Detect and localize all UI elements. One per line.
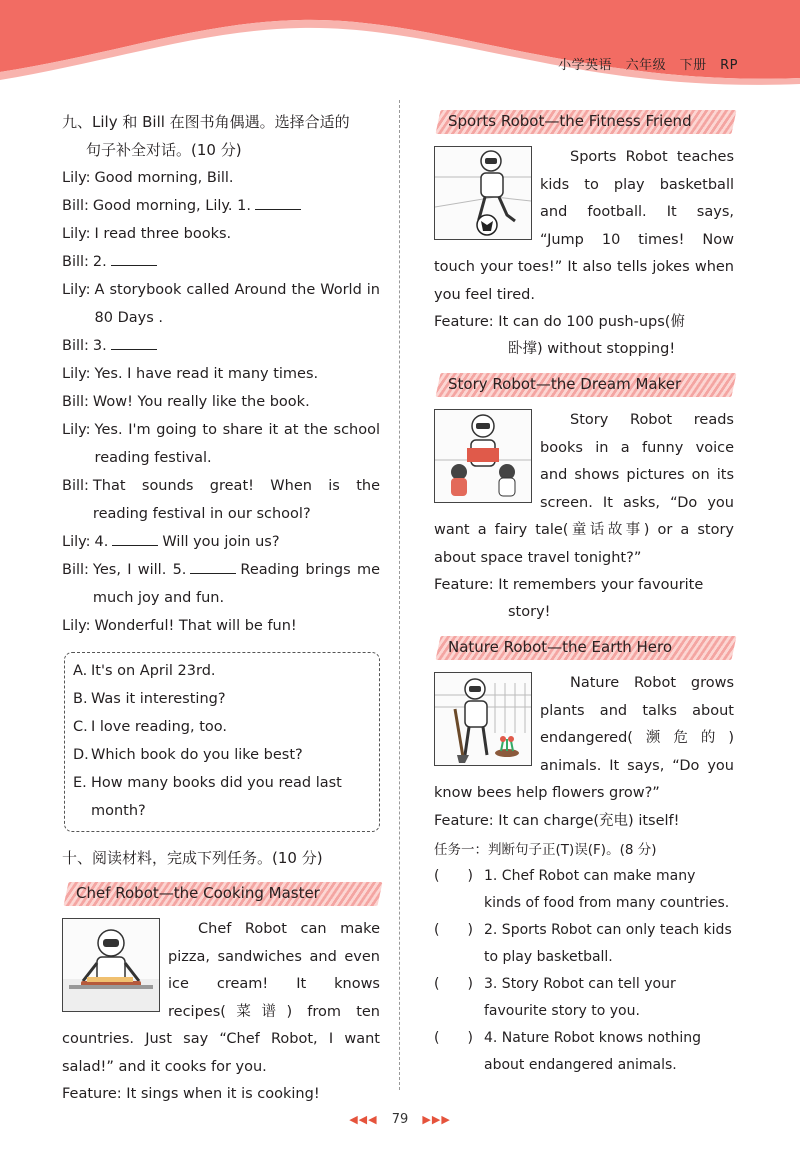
nature-robot-feature: Feature: It can charge(充电) itself! [434,812,680,829]
dialogue-line: Bill: 2. [62,248,380,276]
option-c: C. I love reading, too. [73,719,227,735]
story-robot-illustration [434,409,532,503]
banner-story-robot: Story Robot—the Dream Maker [434,371,734,399]
answer-bracket-3[interactable]: ( ) [434,975,473,992]
tf-item-4: ( ) 4. Nature Robot knows nothing about endangered animals. [434,1025,734,1079]
answer-bracket-1[interactable]: ( ) [434,867,473,884]
dialogue-line: Lily: Wonderful! That will be fun! [62,618,297,634]
option-a: A. It's on April 23rd. [73,663,216,679]
tf-item-3: ( ) 3. Story Robot can tell your favourite story to you. [434,971,734,1025]
answer-blank-2[interactable] [111,251,157,266]
dialogue-line: Bill: 3. [62,332,380,360]
answer-bracket-2[interactable]: ( ) [434,921,473,938]
options-box [64,652,380,832]
column-divider [399,100,400,1090]
page-footer [0,1112,800,1127]
section-9-title: 九、Lily 和 Bill 在图书角偶遇。选择合适的 句子补全对话。(10 分) [62,113,350,159]
story-robot-feature: Feature: It remembers your favourite story! [434,577,704,620]
dialogue-line: Bill: Yes, I will. 5. Reading brings me much joy and fun. [62,556,380,612]
banner-nature-robot: Nature Robot—the Earth Hero [434,634,734,662]
story-robot-text: Story Robot reads books in a funny voice and shows pictures on its screen. It asks, “Do you want a fairy tale(童话故事) or a story about space travel tonight?” [434,412,734,566]
banner-chef-robot: Chef Robot—the Cooking Master [62,880,380,908]
page-header [0,0,800,90]
nature-robot-illustration [434,672,532,766]
answer-blank-5[interactable] [190,559,236,574]
dialogue-line: Lily: 4. Will you join us? [62,528,380,556]
dialogue-line: Lily: Yes. I'm going to share it at the school reading festival. [62,422,380,466]
right-arrows-icon: ▶▶▶ [422,1113,451,1126]
dialogue [62,164,380,640]
answer-blank-4[interactable] [112,531,158,546]
sports-robot-block [434,144,734,363]
nature-robot-text: Nature Robot grows plants and talks about endangered(濒危的) animals. It says, “Do you know bees help flowers grow?” [434,675,734,801]
tf-item-2: ( ) 2. Sports Robot can only teach kids to play basketball. [434,917,734,971]
option-e: E. How many books did you read last month? [73,775,342,819]
left-arrows-icon: ◀◀◀ [349,1113,378,1126]
dialogue-line: Lily: A storybook called Around the World in 80 Days . [62,282,380,326]
dialogue-line: Lily: Good morning, Bill. [62,170,234,186]
story-robot-block [434,407,734,626]
banner-sports-robot: Sports Robot—the Fitness Friend [434,108,734,136]
dialogue-line: Lily: I read three books. [62,226,232,242]
chef-robot-feature: Feature: It sings when it is cooking! [62,1086,320,1102]
answer-bracket-4[interactable]: ( ) [434,1029,473,1046]
header-text: 小学英语 六年级 下册 RP [558,58,738,73]
sports-robot-feature: Feature: It can do 100 push-ups(俯 卧撑) without stopping! [434,314,685,357]
answer-blank-3[interactable] [111,335,157,350]
answer-blank-1[interactable] [255,195,301,210]
option-b: B. Was it interesting? [73,691,226,707]
tf-item-1: ( ) 1. Chef Robot can make many kinds of food from many countries. [434,863,734,917]
true-false-list [434,863,734,1079]
chef-robot-illustration [62,918,160,1012]
sports-robot-text: Sports Robot teaches kids to play basketball and football. It says, “Jump 10 times! Now touch your toes!” It also tells jokes when you feel tired. [434,149,734,303]
dialogue-line: Bill: Good morning, Lily. 1. [62,192,380,220]
option-d: D. Which book do you like best? [73,747,303,763]
chef-robot-text: Chef Robot can make pizza, sandwiches and even ice cream! It knows recipes(菜谱) from ten countries. Just say “Chef Robot, I want salad!” and it cooks for you. [62,921,380,1075]
page-number: 79 [391,1112,409,1127]
task-1-title: 任务一：判断句子正(T)误(F)。(8 分) [434,841,657,858]
dialogue-line: Bill: Wow! You really like the book. [62,394,310,410]
dialogue-line: Lily: Yes. I have read it many times. [62,366,319,382]
nature-robot-block [434,670,734,835]
dialogue-line: Bill: That sounds great! When is the reading festival in our school? [62,478,380,522]
right-column [434,108,734,1079]
header-wave-band [0,0,800,90]
left-column [62,104,380,1108]
chef-robot-block [62,916,380,1108]
section-10-title: 十、阅读材料，完成下列任务。(10 分) [62,849,323,867]
sports-robot-illustration [434,146,532,240]
